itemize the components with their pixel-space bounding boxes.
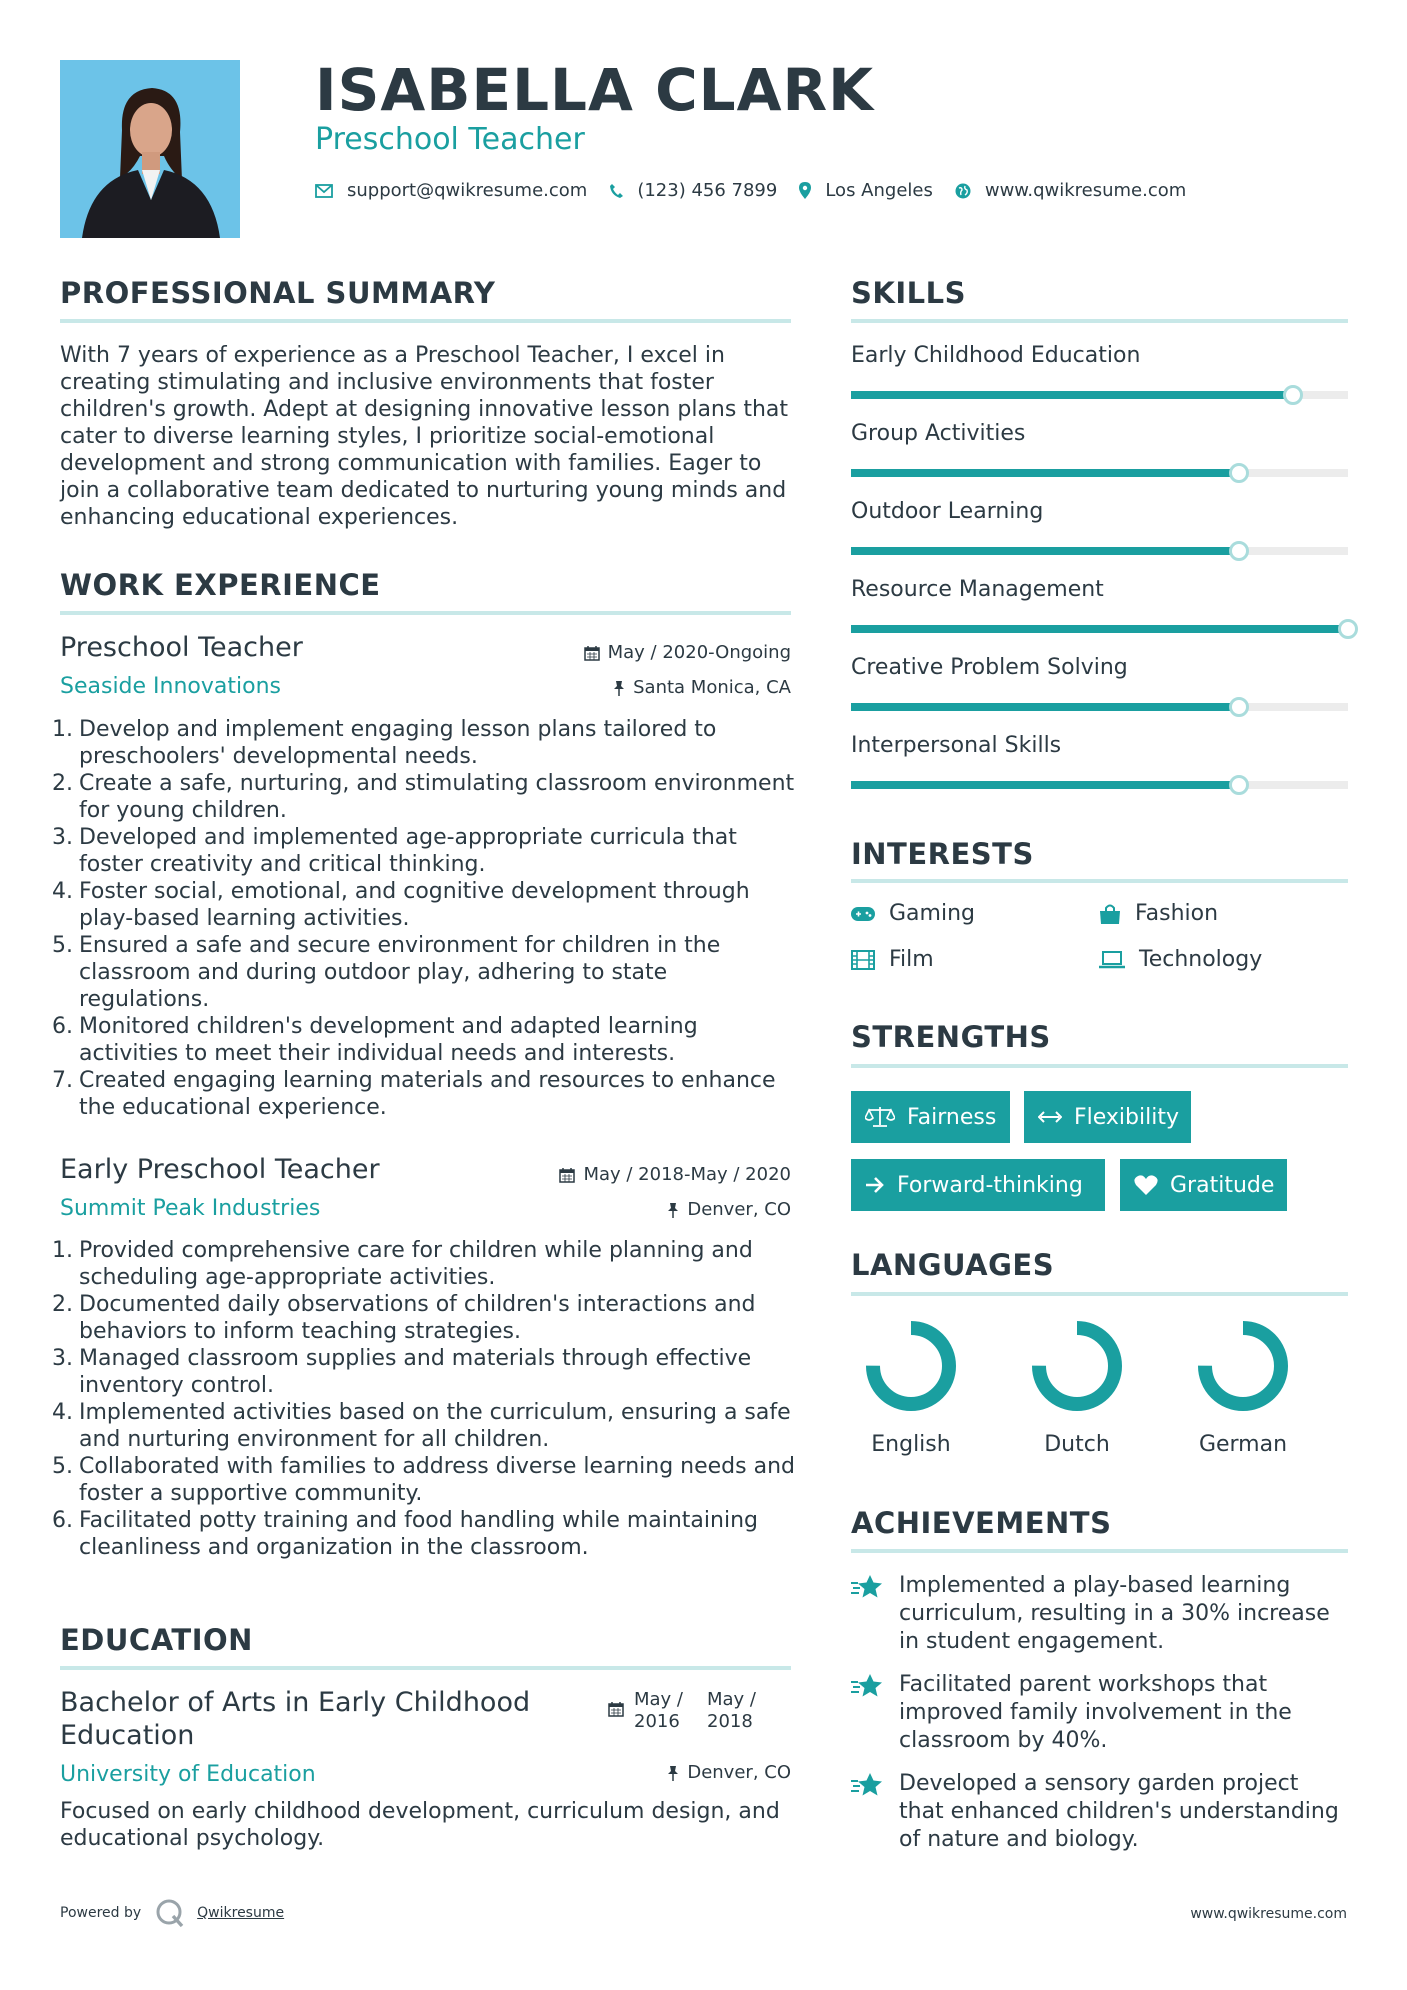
- achievements-heading: ACHIEVEMENTS: [851, 1506, 1112, 1540]
- skill-bar-fill: [851, 703, 1239, 711]
- strength-fairness: [851, 1091, 1010, 1143]
- list-text: Ensured a safe and secure environment for children in the classroom and during outdoor play, adhering to state regulations.: [79, 933, 721, 1012]
- footer-powered-by: [60, 1898, 284, 1928]
- powered-by-text: Powered by: [60, 1905, 142, 1921]
- skill-bar-track: [851, 781, 1348, 789]
- strength-label: Forward-thinking: [897, 1172, 1083, 1198]
- language-item: [851, 1318, 971, 1457]
- map-marker-icon: [799, 182, 811, 199]
- skill-bar-fill: [851, 547, 1239, 555]
- skill-bar-knob: [1229, 775, 1249, 795]
- pushpin-icon: [667, 1202, 679, 1218]
- list-text: Implemented activities based on the curriculum, ensuring a safe and nurturing environment for all children.: [79, 1400, 791, 1452]
- job-title: Early Preschool Teacher: [60, 1154, 380, 1185]
- skill-label: Resource Management: [851, 577, 1104, 602]
- list-text: Collaborated with families to address diverse learning needs and foster a supportive community.: [79, 1454, 795, 1506]
- footer-url[interactable]: www.qwikresume.com: [1190, 1906, 1347, 1922]
- achievement-text: Facilitated parent workshops that improved family involvement in the classroom by 40%.: [899, 1672, 1292, 1753]
- skill-bar-knob: [1338, 619, 1358, 639]
- strengths-rule: [851, 1064, 1348, 1068]
- achievements-rule: [851, 1549, 1348, 1553]
- brand-link[interactable]: Qwikresume: [197, 1905, 285, 1921]
- calendar-icon: [608, 1701, 624, 1733]
- skill-bar-track: [851, 547, 1348, 555]
- strength-label: Fairness: [907, 1104, 997, 1130]
- interest-label: Technology: [1139, 947, 1263, 972]
- person-photo-illustration: [60, 60, 240, 238]
- list-number: 6.: [52, 1014, 73, 1039]
- list-item: [52, 770, 795, 824]
- calendar-icon: [584, 645, 600, 661]
- degree-title: Bachelor of Arts in Early Childhood Education: [60, 1687, 531, 1751]
- interest-gaming: [851, 901, 975, 926]
- website-text: www.qwikresume.com: [984, 180, 1187, 201]
- list-text: Develop and implement engaging lesson plans tailored to preschoolers' developmental needs.: [79, 717, 717, 769]
- list-item: [52, 932, 795, 1013]
- language-ring-arc: [1039, 1328, 1115, 1404]
- list-number: 7.: [52, 1068, 73, 1093]
- job-dates-text: May / 2020-Ongoing: [607, 642, 791, 663]
- language-ring: [1195, 1318, 1291, 1414]
- contact-website[interactable]: [955, 180, 1186, 201]
- job-dates-text: May / 2018-May / 2020: [583, 1164, 791, 1185]
- achievement-item: [851, 1770, 1348, 1854]
- start-month: May /: [634, 1689, 683, 1710]
- experience-rule: [60, 611, 791, 615]
- company-name: Seaside Innovations: [60, 674, 281, 699]
- strength-label: Flexibility: [1074, 1104, 1179, 1130]
- language-item: [1183, 1318, 1303, 1457]
- list-number: 4.: [52, 879, 73, 904]
- list-number: 3.: [52, 1346, 73, 1371]
- list-text: Created engaging learning materials and resources to enhance the educational experience.: [79, 1068, 776, 1120]
- list-item: [52, 716, 795, 770]
- language-ring: [1029, 1318, 1125, 1414]
- film-icon: [851, 950, 875, 970]
- calendar-icon: [559, 1167, 575, 1183]
- skill-bar-knob: [1229, 541, 1249, 561]
- heart-icon: [1134, 1175, 1158, 1195]
- list-item: [52, 1067, 795, 1121]
- list-text: Facilitated potty training and food handling while maintaining cleanliness and organization in the classroom.: [79, 1508, 758, 1560]
- star-icon: [851, 1574, 883, 1656]
- job-location: [613, 677, 791, 698]
- list-text: Monitored children's development and adapted learning activities to meet their individual needs and interests.: [79, 1014, 698, 1066]
- list-item: [52, 1453, 795, 1507]
- arrows-horizontal-icon: [1038, 1110, 1062, 1124]
- language-ring-arc: [1205, 1328, 1281, 1404]
- arrow-right-icon: [865, 1176, 885, 1194]
- skill-label: Interpersonal Skills: [851, 733, 1062, 758]
- skill-bar-fill: [851, 469, 1239, 477]
- list-item: [52, 1291, 795, 1345]
- candidate-name: ISABELLA CLARK: [315, 56, 875, 124]
- job-location-text: Denver, CO: [687, 1199, 791, 1220]
- language-label: Dutch: [1044, 1432, 1110, 1457]
- list-text: Developed and implemented age-appropriate curricula that foster creativity and critical thinking.: [79, 825, 737, 877]
- star-icon: [851, 1673, 883, 1755]
- education-location: [667, 1762, 791, 1783]
- list-number: 6.: [52, 1508, 73, 1533]
- skill-label: Group Activities: [851, 421, 1026, 446]
- skill-bar-knob: [1229, 463, 1249, 483]
- list-number: 5.: [52, 933, 73, 958]
- interest-label: Fashion: [1135, 901, 1219, 926]
- list-number: 5.: [52, 1454, 73, 1479]
- contact-email[interactable]: [315, 180, 587, 201]
- list-item: [52, 824, 795, 878]
- envelope-icon: [315, 184, 333, 198]
- skill-bar-knob: [1283, 385, 1303, 405]
- list-text: Managed classroom supplies and materials through effective inventory control.: [79, 1346, 752, 1398]
- list-item: [52, 878, 795, 932]
- interest-label: Film: [889, 947, 934, 972]
- list-text: Create a safe, nurturing, and stimulating classroom environment for young children.: [79, 771, 795, 823]
- end-year: 2018: [707, 1711, 753, 1732]
- skill-bar-track: [851, 703, 1348, 711]
- qwikresume-logo-icon: [155, 1898, 185, 1928]
- interests-rule: [851, 879, 1348, 883]
- pushpin-icon: [667, 1765, 679, 1781]
- strengths-heading: STRENGTHS: [851, 1020, 1051, 1054]
- list-number: 1.: [52, 1238, 73, 1263]
- skill-bar-track: [851, 469, 1348, 477]
- list-number: 2.: [52, 771, 73, 796]
- language-ring-arc: [873, 1328, 949, 1404]
- education-rule: [60, 1666, 791, 1670]
- interest-technology: [1099, 947, 1262, 972]
- strength-gratitude: [1120, 1159, 1287, 1211]
- phone-text: (123) 456 7899: [637, 180, 778, 201]
- list-number: 2.: [52, 1292, 73, 1317]
- job-bullets: [52, 1237, 795, 1561]
- candidate-title: Preschool Teacher: [315, 122, 585, 157]
- strength-label: Gratitude: [1170, 1172, 1275, 1198]
- list-number: 4.: [52, 1400, 73, 1425]
- laptop-icon: [1099, 951, 1125, 969]
- email-text: support@qwikresume.com: [347, 180, 588, 201]
- star-icon: [851, 1772, 883, 1854]
- list-number: 1.: [52, 717, 73, 742]
- list-item: [52, 1013, 795, 1067]
- contact-location: [799, 180, 933, 201]
- globe-icon: [955, 183, 971, 199]
- company-name: Summit Peak Industries: [60, 1196, 321, 1221]
- skill-bar-track: [851, 391, 1348, 399]
- language-label: English: [871, 1432, 951, 1457]
- balance-scale-icon: [865, 1106, 895, 1128]
- phone-icon: [609, 183, 623, 199]
- list-text: Documented daily observations of children's interactions and behaviors to inform teaching strategies.: [79, 1292, 756, 1344]
- languages-heading: LANGUAGES: [851, 1248, 1055, 1282]
- skills-heading: SKILLS: [851, 276, 966, 310]
- language-ring: [863, 1318, 959, 1414]
- gamepad-icon: [851, 907, 875, 921]
- list-item: [52, 1399, 795, 1453]
- language-item: [1017, 1318, 1137, 1457]
- education-heading: EDUCATION: [60, 1623, 253, 1657]
- job-dates: [584, 642, 791, 663]
- achievement-item: [851, 1671, 1348, 1755]
- skill-bar-fill: [851, 391, 1293, 399]
- pushpin-icon: [613, 680, 625, 696]
- interest-film: [851, 947, 934, 972]
- education-location-text: Denver, CO: [687, 1762, 791, 1783]
- skill-label: Outdoor Learning: [851, 499, 1044, 524]
- skill-label: Early Childhood Education: [851, 343, 1141, 368]
- skill-bar-knob: [1229, 697, 1249, 717]
- interest-label: Gaming: [889, 901, 975, 926]
- list-number: 3.: [52, 825, 73, 850]
- contact-bar: [315, 180, 1208, 201]
- shopping-bag-icon: [1099, 904, 1121, 924]
- strength-flexibility: [1024, 1091, 1191, 1143]
- summary-heading: PROFESSIONAL SUMMARY: [60, 276, 496, 310]
- strength-forward-thinking: [851, 1159, 1105, 1211]
- education-end: [707, 1689, 756, 1733]
- start-year: 2016: [634, 1711, 680, 1732]
- education-dates: [608, 1689, 756, 1733]
- summary-text: With 7 years of experience as a Preschool Teacher, I excel in creating stimulating and inclusive environments that foster children's growth. Adept at designing innovative lesson plans that cater to diverse learning styles, I prioritize social-emotional development and strong communication with families. Eager to join a collaborative team dedicated to nurturing young minds and enhancing educational experiences.: [60, 343, 788, 530]
- skill-bar-fill: [851, 625, 1348, 633]
- list-text: Foster social, emotional, and cognitive development through play-based learning activities.: [79, 879, 750, 931]
- job-dates: [559, 1164, 791, 1185]
- job-location: [667, 1199, 791, 1220]
- experience-heading: WORK EXPERIENCE: [60, 568, 381, 602]
- interest-fashion: [1099, 901, 1218, 926]
- end-month: May /: [707, 1689, 756, 1710]
- education-start: [634, 1689, 683, 1733]
- skill-bar-fill: [851, 781, 1239, 789]
- summary-rule: [60, 319, 791, 323]
- job-location-text: Santa Monica, CA: [633, 677, 791, 698]
- job-bullets: [52, 716, 795, 1121]
- profile-photo: [60, 60, 240, 238]
- achievement-text: Implemented a play-based learning curriculum, resulting in a 30% increase in student engagement.: [899, 1573, 1330, 1654]
- school-name: University of Education: [60, 1762, 316, 1787]
- achievement-text: Developed a sensory garden project that enhanced children's understanding of nature and biology.: [899, 1771, 1339, 1852]
- list-item: [52, 1237, 795, 1291]
- job-title: Preschool Teacher: [60, 632, 303, 663]
- interests-heading: INTERESTS: [851, 837, 1034, 871]
- skill-bar-track: [851, 625, 1348, 633]
- list-item: [52, 1345, 795, 1399]
- achievement-item: [851, 1572, 1348, 1656]
- education-description: Focused on early childhood development, curriculum design, and educational psychology.: [60, 1799, 780, 1851]
- contact-phone[interactable]: [609, 180, 777, 201]
- list-item: [52, 1507, 795, 1561]
- languages-rule: [851, 1292, 1348, 1296]
- language-label: German: [1198, 1432, 1288, 1457]
- skill-label: Creative Problem Solving: [851, 655, 1128, 680]
- location-text: Los Angeles: [825, 180, 933, 201]
- skills-rule: [851, 319, 1348, 323]
- list-text: Provided comprehensive care for children while planning and scheduling age-appropriate activities.: [79, 1238, 753, 1290]
